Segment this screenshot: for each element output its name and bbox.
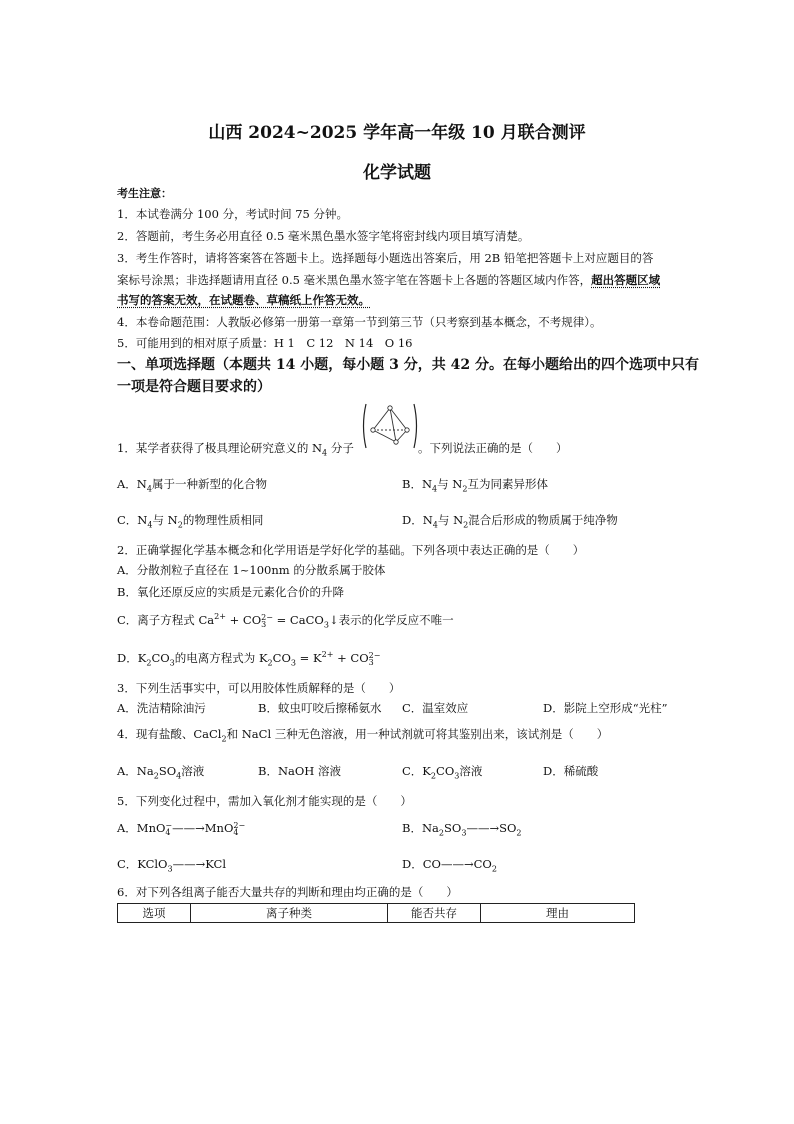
section-1-heading-line2: 一项是符合题目要求的） [117, 379, 271, 395]
q2-c-sub3: 3 [261, 620, 267, 629]
q5-d-sub2: 2 [491, 864, 497, 874]
q5-a-sup2: 2− [233, 820, 246, 830]
q1-stem-part-c: 。下列说法正确的是（ ） [418, 441, 568, 455]
table-header-cell: 能否共存 [388, 904, 481, 923]
q4-c-sub3: 3 [454, 771, 460, 781]
question-4-stem [117, 726, 608, 743]
q1-c-mid: 与 N [152, 513, 178, 527]
q5-option-d [402, 856, 497, 873]
q4-stem-a: 4．现有盐酸、CaCl [117, 727, 222, 741]
question-2-stem: 2．正确掌握化学基本概念和化学用语是学好化学的基础。下列各项中表达正确的是（ ） [117, 543, 585, 557]
q3-option-c: C．温室效应 [402, 701, 469, 715]
q5-b-sub3: 3 [461, 828, 467, 838]
question-1-stem [117, 440, 354, 457]
q1-d-sub4: 4 [432, 520, 438, 530]
q4-a-sub2: 2 [153, 771, 159, 781]
q2-d-mid: 的电离方程式为 K [174, 651, 268, 665]
q1-c-post: 的物理性质相同 [182, 513, 264, 527]
q2-d-sub3: 3 [169, 658, 175, 668]
q2-c-post: 表示的化学反应不唯一 [338, 613, 454, 627]
q1-stem-part-a: 1．某学者获得了极具理论研究意义的 N [117, 441, 323, 455]
q1-b-pre: B．N [402, 477, 433, 491]
q4-c-sub2: 2 [430, 771, 437, 781]
notice-item-3: 3．考生作答时，请将答案答在答题卡上。选择题每小题选出答案后，用 2B 铅笔把答题卡上对应题目的答 [117, 251, 654, 265]
notice-item-3-line2 [117, 272, 660, 288]
q5-c-pre: C．KClO [117, 857, 168, 871]
q1-d-sub2: 2 [463, 520, 469, 530]
question-5-stem: 5．下列变化过程中，需加入氧化剂才能实现的是（ ） [117, 794, 412, 808]
exam-title: 山西 2024~2025 学年高一年级 10 月联合测评 [208, 123, 586, 143]
q1-d-post: 混合后形成的物质属于纯净物 [468, 513, 618, 527]
notice-item-5: 5．可能用到的相对原子质量：H 1 C 12 N 14 O 16 [117, 336, 413, 350]
q4-a-mid: SO [158, 764, 177, 778]
q2-c-arrow: ↓ [328, 613, 339, 627]
q1-b-mid: 与 N [437, 477, 463, 491]
q2-d-sup2p: 2+ [321, 650, 334, 660]
q1-a-post: 属于一种新型的化合物 [152, 477, 267, 491]
q1-option-b [402, 476, 548, 493]
notice-item-3-line3: 书写的答案无效，在试题卷、草稿纸上作答无效。 [117, 293, 370, 307]
q5-a-arrow: ——→MnO [172, 821, 234, 835]
q1-b-post: 互为同素异形体 [467, 477, 548, 491]
q4-a-post: 溶液 [181, 764, 205, 778]
q5-a-sup: − [165, 820, 173, 830]
q4-c-pre: C．K [402, 764, 431, 778]
q4-c-post: 溶液 [459, 764, 483, 778]
q2-c-sub3b: 3 [323, 620, 329, 630]
notice-item-1: 1．本试卷满分 100 分，考试时间 75 分钟。 [117, 207, 349, 221]
q2-d-sub2b: 2 [267, 658, 273, 668]
table-header-row [118, 904, 635, 923]
q5-b-sub2b: 2 [516, 828, 522, 838]
q1-subscript: 4 [322, 448, 328, 458]
n4-tetrahedron-figure [360, 402, 420, 450]
q2-c-pre: C．离子方程式 Ca [117, 613, 215, 627]
table-header-cell: 理由 [481, 904, 635, 923]
q2-d-co2: CO [272, 651, 291, 665]
q2-c-sup2: 2− [261, 612, 273, 622]
notice-item-2: 2．答题前，考生务必用直径 0.5 毫米黑色墨水签字笔将密封线内项目填写清楚。 [117, 229, 530, 243]
question-6-stem: 6．对下列各组离子能否大量共存的判断和理由均正确的是（ ） [117, 885, 458, 899]
q5-b-pre: B．Na [402, 821, 439, 835]
q1-b-sub4: 4 [432, 484, 438, 494]
q4-option-d: D．稀硫酸 [543, 764, 599, 778]
q5-c-sub3: 3 [167, 864, 173, 874]
q1-c-sub4: 4 [147, 520, 153, 530]
q1-a-sub: 4 [146, 484, 152, 494]
q4-option-b: B．NaOH 溶液 [258, 764, 341, 778]
question-3-stem: 3．下列生活事实中，可以用胶体性质解释的是（ ） [117, 681, 401, 695]
q2-d-sup2m: 2− [368, 650, 381, 660]
q5-a-sub2: 4 [233, 828, 239, 837]
exam-subtitle: 化学试题 [363, 163, 431, 183]
q4-stem-sub: 2 [221, 734, 227, 744]
q3-option-d: D．影院上空形成“光柱” [543, 701, 668, 715]
q1-d-mid: 与 N [437, 513, 464, 527]
q4-a-sub4: 4 [176, 771, 182, 781]
q5-option-a [117, 820, 245, 836]
q5-d-pre: D．CO——→CO [402, 857, 492, 871]
notice-item-3-emphasis: 超出答题区域 [591, 273, 661, 287]
table-header-cell: 选项 [118, 904, 191, 923]
q5-a-sub: 4 [165, 828, 171, 837]
q2-d-plus: + CO [333, 651, 369, 665]
q6-table [117, 903, 635, 923]
q2-d-pre: D．K [117, 651, 147, 665]
q1-c-pre: C．N [117, 513, 148, 527]
q2-option-d [117, 650, 380, 667]
q1-c-sub2: 2 [177, 520, 183, 530]
table-header-cell: 离子种类 [191, 904, 388, 923]
q2-option-c [117, 612, 454, 629]
q5-option-c [117, 856, 226, 873]
q5-c-arrow: ——→KCl [172, 857, 227, 871]
q5-option-b [402, 820, 522, 837]
q5-b-arrow: ——→SO [466, 821, 517, 835]
q1-a-pre: A．N [117, 477, 147, 491]
q2-c-sup1: 2+ [214, 612, 226, 622]
q2-d-eq: = K [296, 651, 322, 665]
q2-d-sub2: 2 [146, 658, 152, 668]
q1-option-a [117, 476, 267, 493]
q1-b-sub2: 2 [462, 484, 468, 494]
q5-b-sub2: 2 [438, 828, 444, 838]
q2-d-sub3b: 3 [290, 658, 297, 668]
section-1-heading: 一、单项选择题（本题共 14 小题，每小题 3 分，共 42 分。在每小题给出的四个选项中只有 [117, 357, 699, 373]
q2-d-sub3c: 3 [368, 658, 374, 667]
q4-option-c [402, 763, 482, 780]
q5-a-pre: A．MnO [117, 821, 166, 835]
q1-option-c [117, 512, 263, 529]
q1-option-d [402, 512, 618, 529]
q5-b-mid: SO [444, 821, 462, 835]
q2-option-a: A．分散剂粒子直径在 1~100nm 的分散系属于胶体 [117, 563, 386, 577]
q4-option-a [117, 763, 204, 780]
q2-option-b: B．氧化还原反应的实质是元素化合价的升降 [117, 585, 344, 599]
q2-d-co: CO [151, 651, 170, 665]
q2-c-eq: = CaCO [272, 613, 324, 627]
q1-d-pre: D．N [402, 513, 433, 527]
q2-c-plus: + CO [225, 613, 262, 627]
q4-a-pre: A．Na [117, 764, 154, 778]
q4-stem-b: 和 NaCl 三种无色溶液，用一种试剂就可将其鉴别出来，该试剂是（ ） [226, 727, 609, 741]
q4-c-mid: CO [436, 764, 455, 778]
notice-item-3-line2-text: 案标号涂黑；非选择题请用直径 0.5 毫米黑色墨水签字笔在答题卡上各题的答题区域内作答， [117, 273, 592, 287]
notice-item-4: 4．本卷命题范围：人教版必修第一册第一章第一节到第三节（只考察到基本概念，不考规律）。 [117, 315, 602, 329]
q3-option-b: B．蚊虫叮咬后擦稀氨水 [258, 701, 382, 715]
notice-heading: 考生注意： [117, 187, 172, 200]
q1-stem-part-b: 分子 [330, 441, 354, 455]
q3-option-a: A．洗洁精除油污 [117, 701, 206, 715]
